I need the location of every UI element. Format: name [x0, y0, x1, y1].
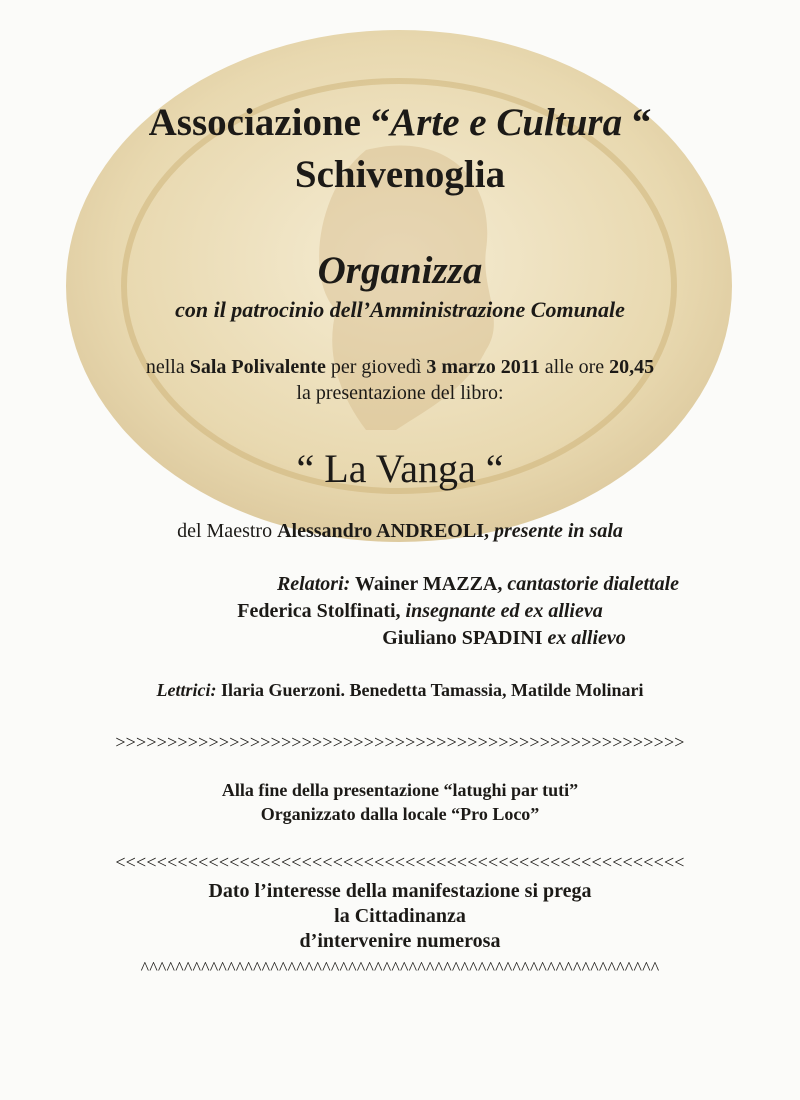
- readers-line: Lettrici: Ilaria Guerzoni. Benedetta Tamassia, Matilde Molinari: [156, 680, 644, 700]
- appeal-line-2: la Cittadinanza: [334, 905, 466, 927]
- separator-caret: ^^^^^^^^^^^^^^^^^^^^^^^^^^^^^^^^^^^^^^^^^^^^^^^^^^^^^^^^^^^^: [140, 958, 660, 978]
- speaker-3: Giuliano SPADINI ex allievo: [382, 627, 626, 649]
- presentation-line: la presentazione del libro:: [296, 382, 504, 404]
- appeal-line-3: d’intervenire numerosa: [299, 930, 501, 952]
- separator-backward: <<<<<<<<<<<<<<<<<<<<<<<<<<<<<<<<<<<<<<<<<<<<<<<<<<<<<<<: [115, 852, 685, 872]
- event-venue-date: nella Sala Polivalente per giovedì 3 marzo 2011 alle ore 20,45: [145, 356, 655, 378]
- separator-forward: >>>>>>>>>>>>>>>>>>>>>>>>>>>>>>>>>>>>>>>>>>>>>>>>>>>>>>>: [115, 732, 685, 752]
- association-title: Associazione “Arte e Cultura “: [148, 101, 652, 144]
- author-line: del Maestro Alessandro ANDREOLI, presente in sala: [177, 520, 623, 542]
- speaker-2: Federica Stolfinati, insegnante ed ex allieva: [237, 600, 603, 622]
- town-name: Schivenoglia: [294, 153, 506, 196]
- speaker-1: Relatori: Wainer MAZZA, cantastorie dialettale: [276, 573, 680, 595]
- refreshment-line-1: Alla fine della presentazione “latughi par tuti”: [221, 780, 579, 800]
- refreshment-line-2: Organizzato dalla locale “Pro Loco”: [260, 804, 540, 824]
- appeal-line-1: Dato l’interesse della manifestazione si prega: [208, 880, 592, 902]
- book-title: “ La Vanga “: [296, 446, 504, 491]
- organizza-heading: Organizza: [317, 249, 483, 292]
- patronage-line: con il patrocinio dell’Amministrazione Comunale: [175, 297, 625, 322]
